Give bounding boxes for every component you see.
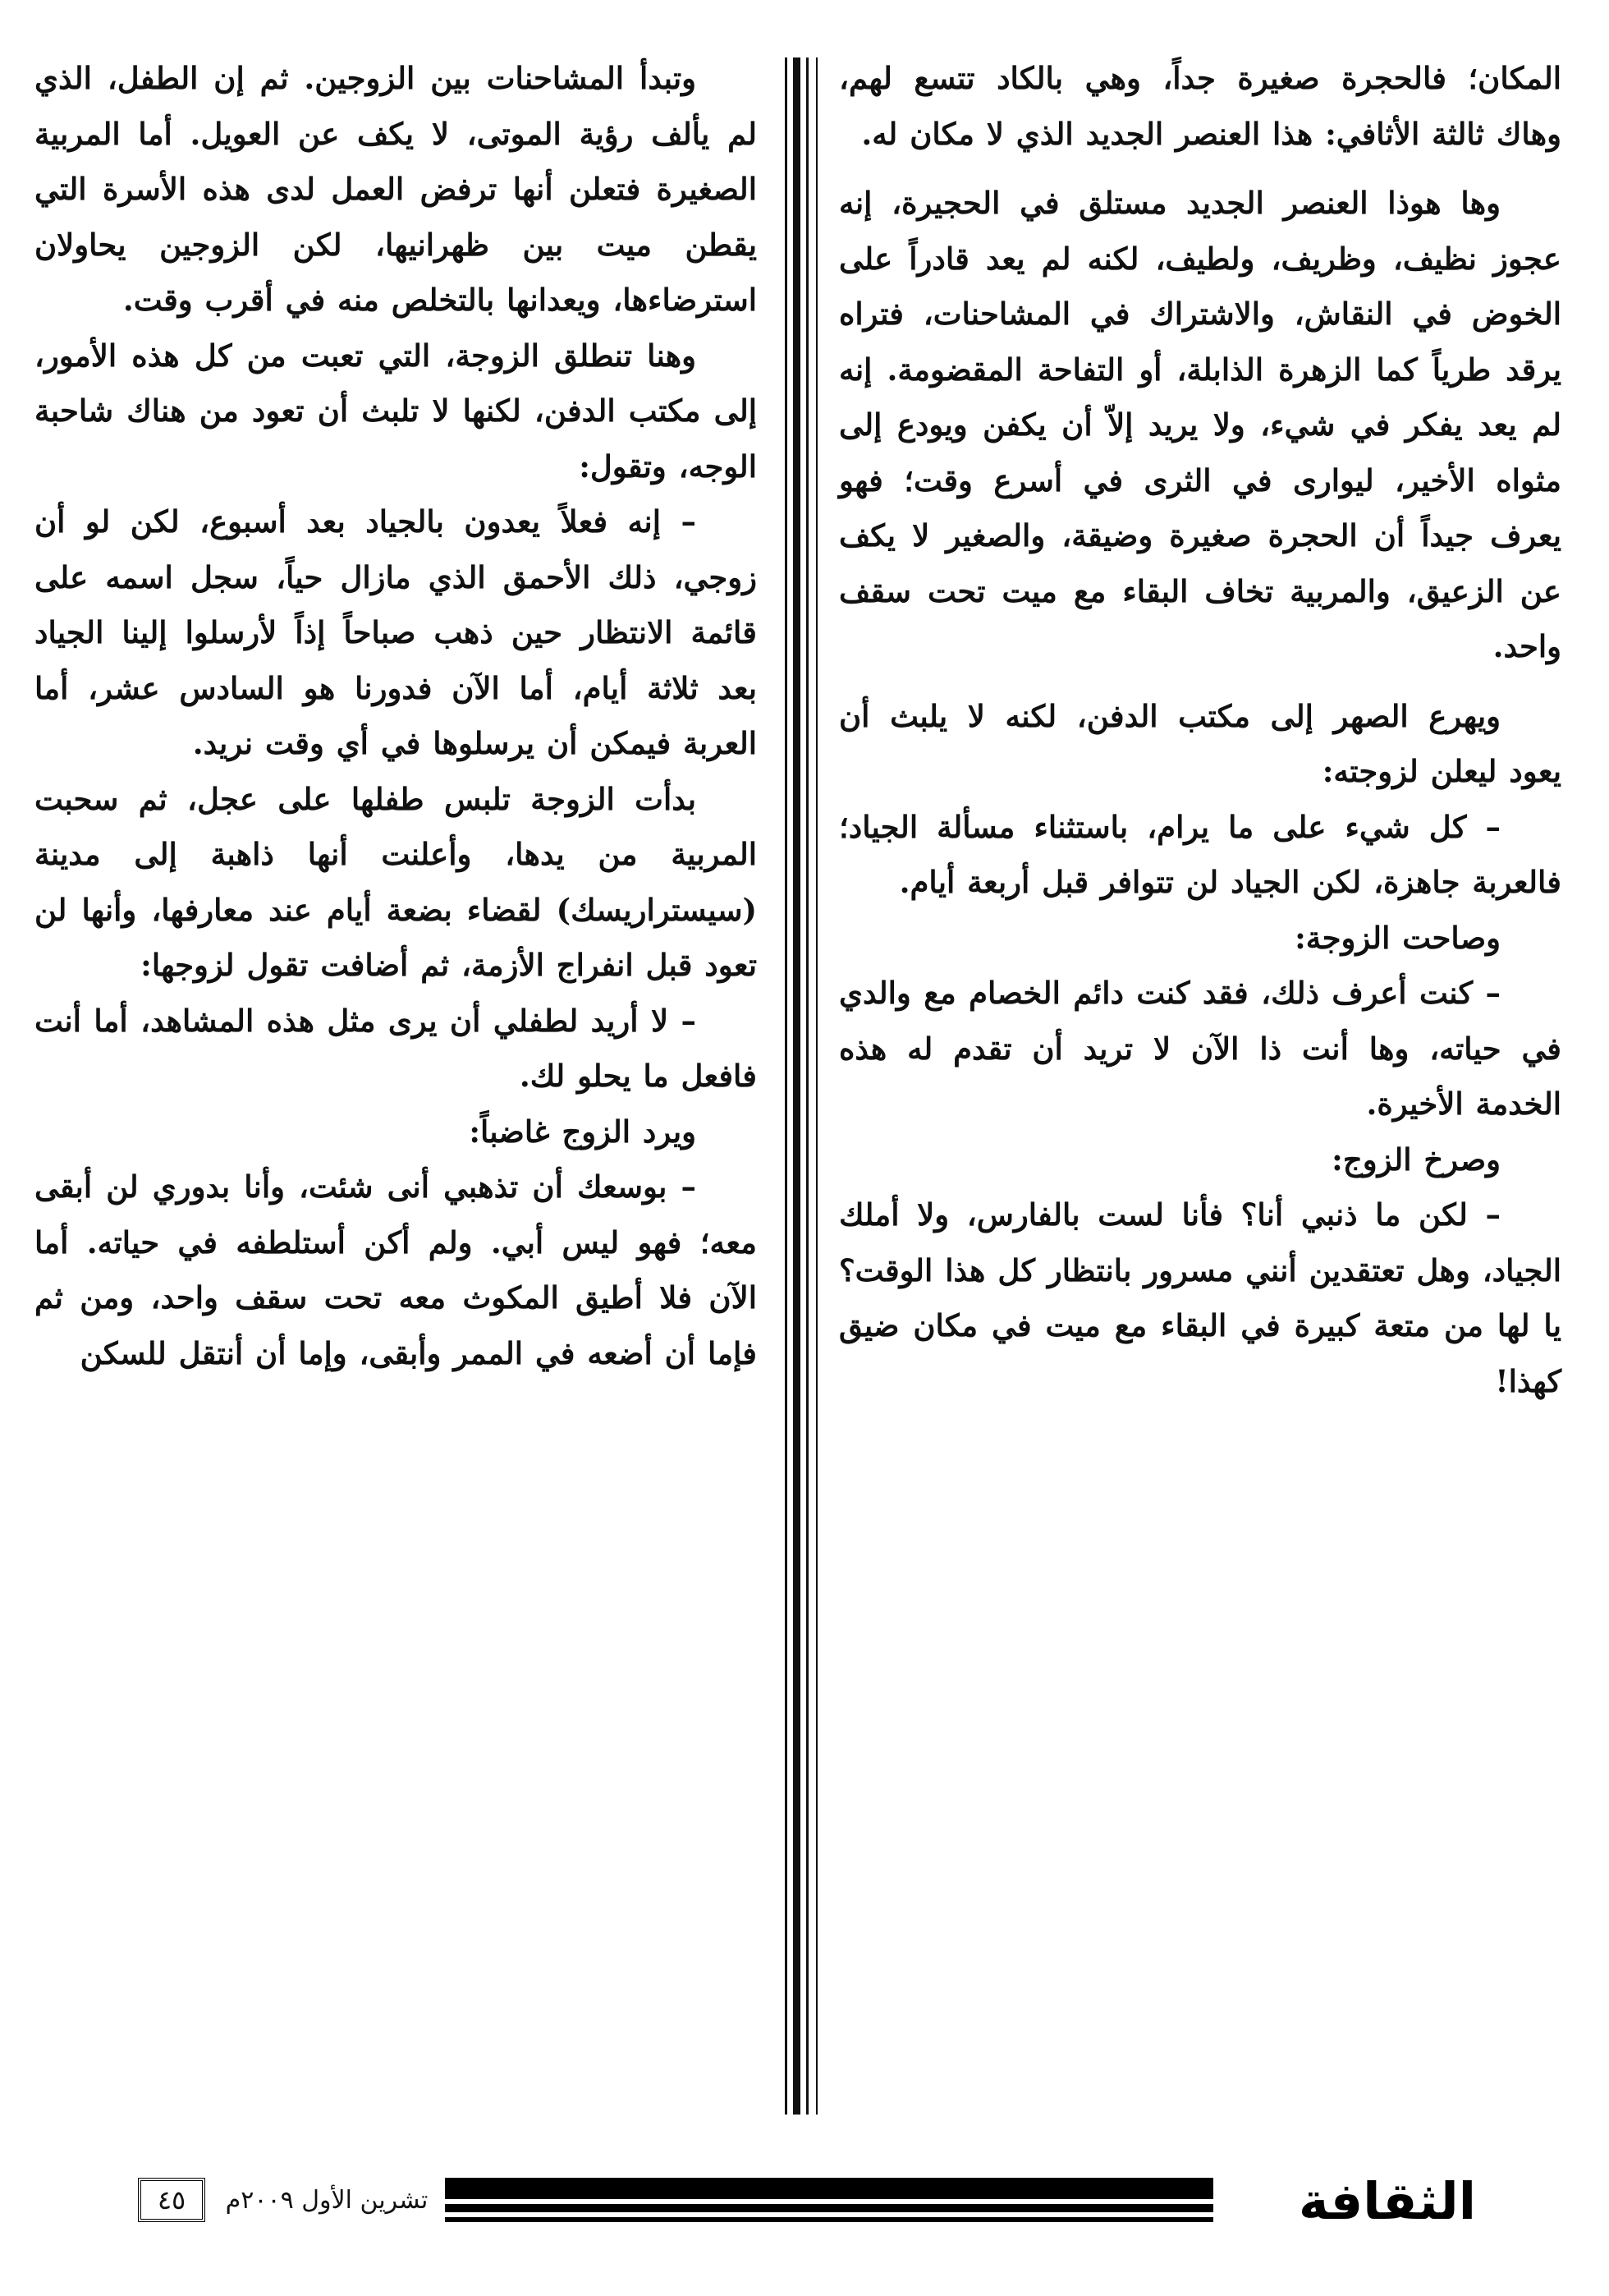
footer-rule [445, 2178, 1213, 2227]
dialogue-line: – لكن ما ذنبي أنا؟ فأنا لست بالفارس، ولا أملك الجياد، وهل تعتقدين أنني مسرور بانتظار كل هذا الوقت؟ يا لها من متعة كبيرة في البقاء مع ميت في مكان ضيق كهذا! [839, 1196, 1562, 1399]
paragraph: وهنا تنطلق الزوجة، التي تعبت من كل هذه الأمور، إلى مكتب الدفن، لكنها لا تلبث أن تعود من هناك شاحبة الوجه، وتقول: [34, 337, 757, 484]
paragraph: المكان؛ فالحجرة صغيرة جداً، وهي بالكاد تتسع لهم، وهاك ثالثة الأثافي: هذا العنصر الجديد الذي لا مكان له. [839, 60, 1561, 152]
right-text-column [839, 51, 1561, 2104]
magazine-logo: الثقافة [1299, 2171, 1476, 2231]
dialogue-line: – كنت أعرف ذلك، فقد كنت دائم الخصام مع والدي في حياته، وها أنت ذا الآن لا تريد أن تقدم له هذه الخدمة الأخيرة. [839, 975, 1561, 1122]
paragraph: وصاحت الزوجة: [1295, 919, 1501, 956]
paragraph: وتبدأ المشاحنات بين الزوجين. ثم إن الطفل، الذي لم يألف رؤية الموتى، لا يكف عن العويل. أما المربية الصغيرة فتعلن أنها ترفض العمل لدى هذه الأسرة التي يقطن ميت بين ظهرانيها، لكن الزوجين يحاولان استرضاءها، ويعدانها بالتخلص منه في أقرب وقت. [34, 60, 757, 318]
dialogue-line: – كل شيء على ما يرام، باستثناء مسألة الجياد؛ فالعربة جاهزة، لكن الجياد لن تتوافر قبل أربعة أيام. [839, 808, 1561, 900]
paragraph: وصرخ الزوج: [1332, 1141, 1501, 1178]
paragraph: وها هوذا العنصر الجديد مستلق في الحجيرة، إنه عجوز نظيف، وظريف، ولطيف، لكنه لم يعد قادراً على الخوض في النقاش، والاشتراك في المشاحنات، فتراه يرقد طرياً كما الزهرة الذابلة، أو التفاحة المقضومة. إنه لم يعد يفكر في شيء، ولا يريد إلاّ أن يكفن ويودع إلى مثواه الأخير، ليوارى في الثرى في أسرع وقت؛ فهو يعرف جيداً أن الحجرة صغيرة وضيقة، والصغير لا يكف عن الزعيق، والمربية تخاف البقاء مع ميت تحت سقف واحد. [839, 185, 1561, 664]
paragraph: بدأت الزوجة تلبس طفلها على عجل، ثم سحبت المربية من يدها، وأعلنت أنها ذاهبة إلى مدينة (سيستراريسك) لقضاء بضعة أيام عند معارفها، وأنها لن تعود قبل انفراج الأزمة، ثم أضافت تقول لزوجها: [34, 780, 757, 983]
paragraph: ويرد الزوج غاضباً: [469, 1113, 696, 1150]
left-text-column [34, 51, 757, 2104]
dialogue-line: – بوسعك أن تذهبي أنى شئت، وأنا بدوري لن أبقى معه؛ فهو ليس أبي. ولم أكن أستلطفه في حياته. أما الآن فلا أطيق المكوث معه تحت سقف واحد، ومن ثم فإما أن أضعه في الممر وأبقى، وإما أن أنتقل للسكن [34, 1169, 757, 1371]
issue-date: تشرين الأول ٢٠٠٩م [225, 2186, 429, 2215]
page-footer [0, 2168, 1609, 2242]
dialogue-line: – إنه فعلاً يعدون بالجياد بعد أسبوع، لكن لو أن زوجي، ذلك الأحمق الذي مازال حياً، سجل اسمه على قائمة الانتظار حين ذهب صباحاً إذاً لأرسلوا إلينا الجياد بعد ثلاثة أيام، أما الآن فدورنا هو السادس عشر، أما العربة فيمكن أن يرسلوها في أي وقت نريد. [34, 503, 757, 761]
column-divider [777, 57, 829, 2115]
paragraph: ويهرع الصهر إلى مكتب الدفن، لكنه لا يلبث أن يعود ليعلن لزوجته: [839, 697, 1561, 789]
dialogue-line: – لا أريد لطفلي أن يرى مثل هذه المشاهد، أما أنت فافعل ما يحلو لك. [34, 1002, 757, 1094]
page-number: ٤٥ [138, 2178, 205, 2222]
